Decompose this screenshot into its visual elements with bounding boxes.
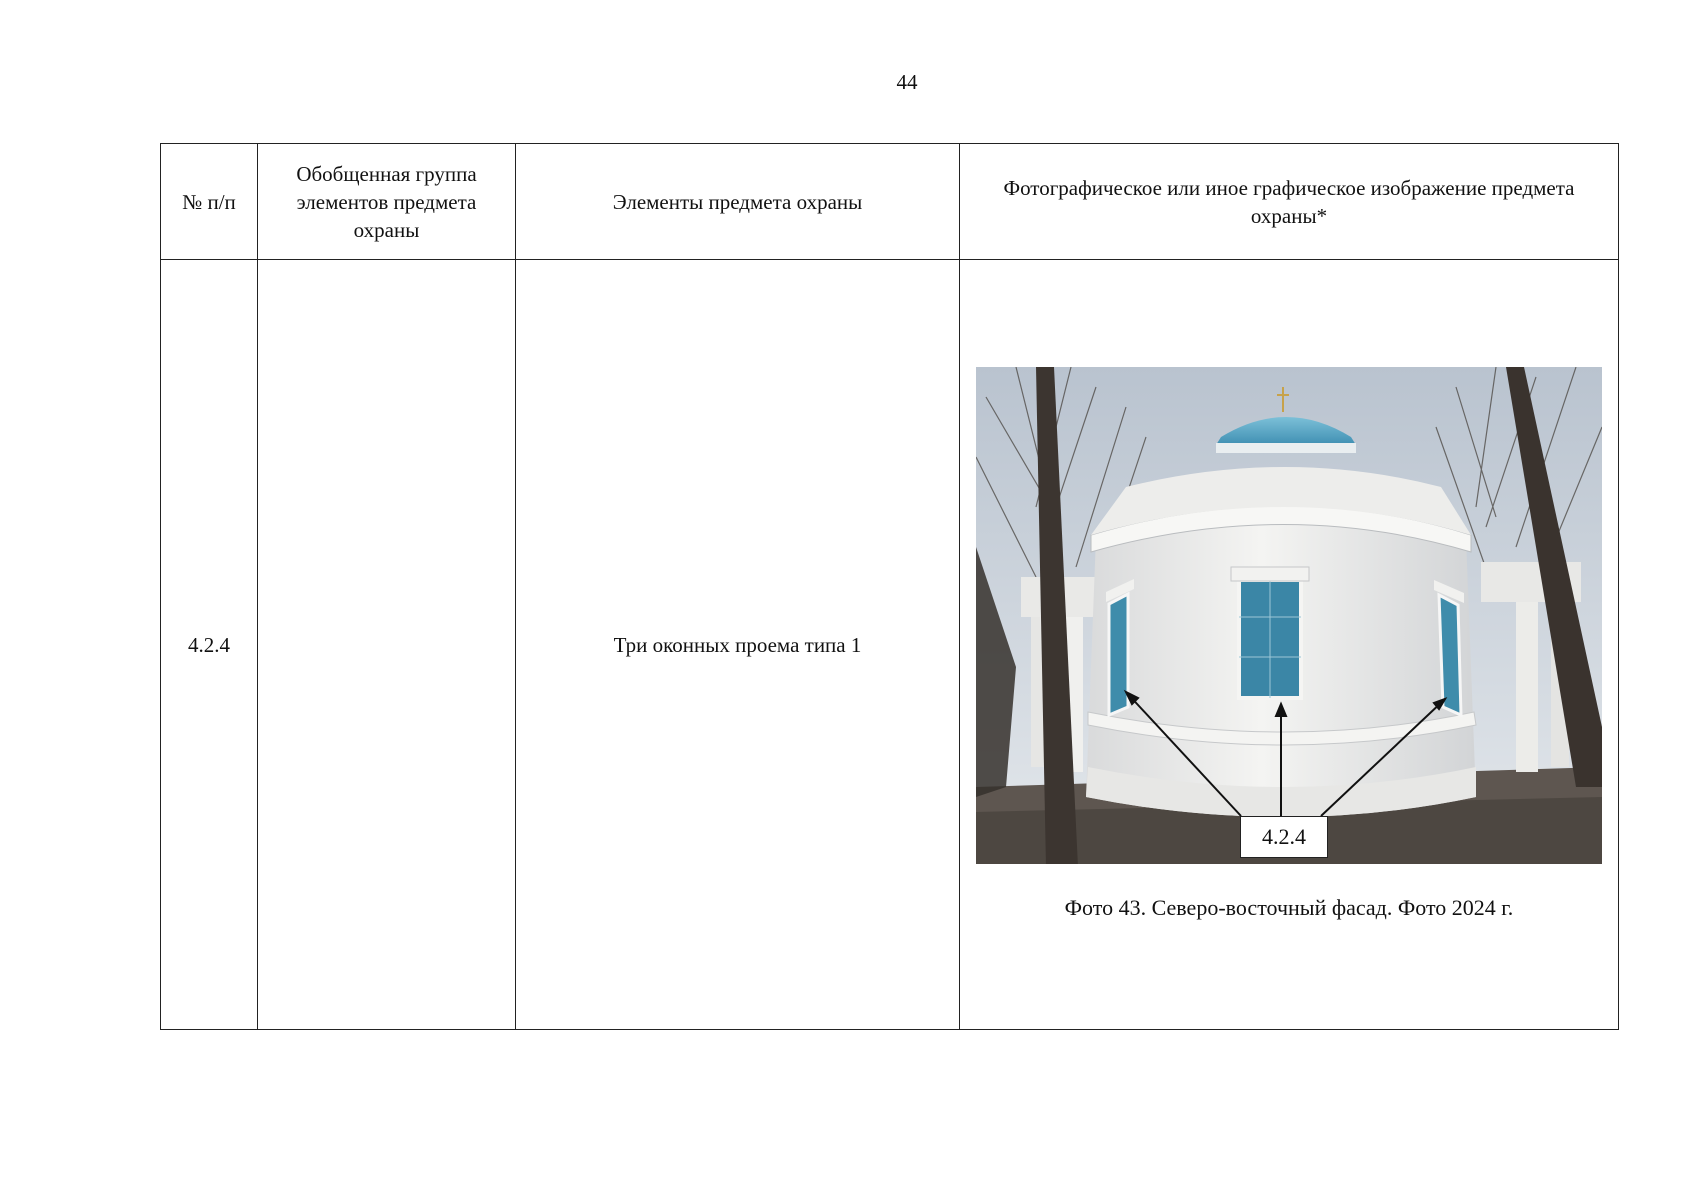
header-elements: Элементы предмета охраны [516, 144, 960, 260]
page-number: 44 [896, 70, 918, 94]
church-facade-image [976, 367, 1602, 864]
row-group [258, 260, 516, 1030]
header-group: Обобщенная группа элементов предмета охраны [258, 144, 516, 260]
header-number: № п/п [161, 144, 258, 260]
protection-table [160, 143, 1619, 1030]
row-number: 4.2.4 [161, 260, 258, 1030]
table-row [161, 260, 1619, 1030]
photo-callout-label: 4.2.4 [1240, 816, 1328, 858]
header-image: Фотографическое или иное графическое изображение предмета охраны* [960, 144, 1619, 260]
photo-caption: Фото 43. Северо-восточный фасад. Фото 2024 г. [1064, 895, 1514, 920]
row-image-cell [960, 260, 1619, 1030]
facade-photo [976, 367, 1602, 864]
row-elements: Три оконных проема типа 1 [516, 260, 960, 1030]
table-header-row [161, 144, 1619, 260]
